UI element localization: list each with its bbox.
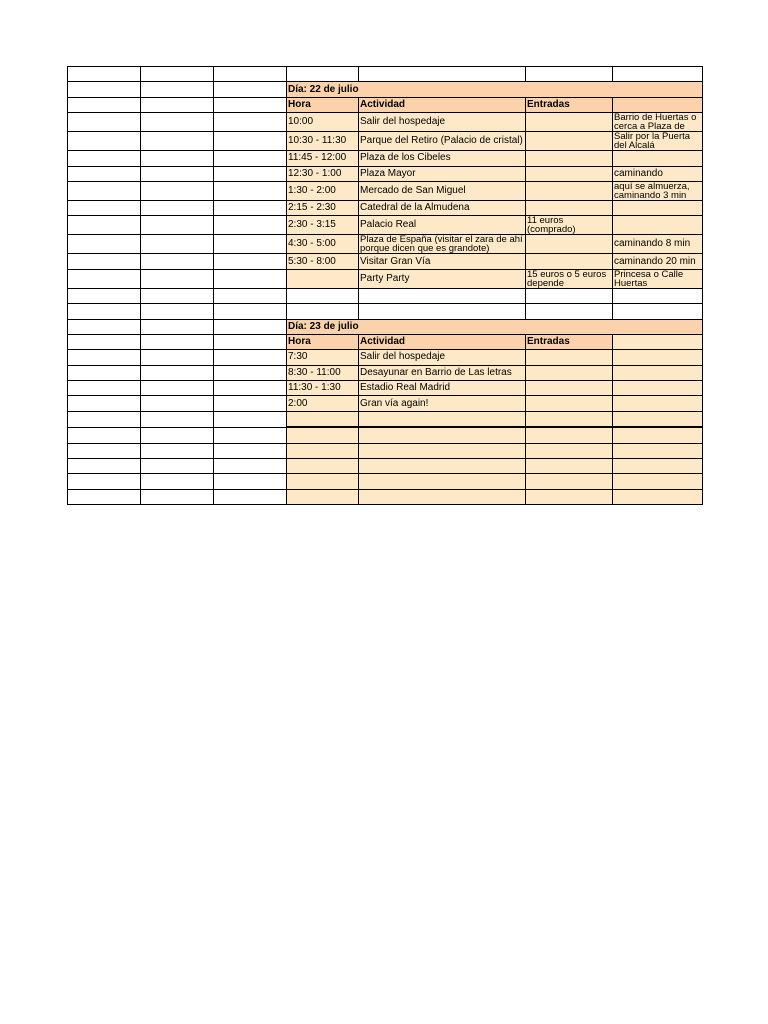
hora-cell[interactable]: 5:30 - 8:00 (287, 254, 359, 269)
cell[interactable] (68, 216, 141, 235)
cell[interactable] (214, 427, 287, 443)
hora-cell[interactable]: 11:45 - 12:00 (287, 151, 359, 166)
cell[interactable] (68, 288, 141, 303)
header-notas[interactable] (613, 334, 703, 349)
cell[interactable] (526, 304, 613, 319)
empty-row (68, 489, 703, 504)
cell[interactable] (214, 67, 287, 82)
notas-cell[interactable] (613, 350, 703, 365)
cell[interactable] (613, 304, 703, 319)
header-notas[interactable] (613, 97, 703, 112)
cell[interactable] (214, 235, 287, 254)
cell[interactable] (141, 269, 214, 288)
cell[interactable] (359, 474, 526, 489)
cell[interactable] (287, 304, 359, 319)
notas-cell[interactable]: caminando 20 min (613, 254, 703, 269)
cell[interactable] (214, 200, 287, 215)
cell[interactable] (141, 443, 214, 458)
notas-cell[interactable]: Barrio de Huertas o cerca a Plaza de (613, 113, 703, 132)
cell[interactable] (141, 288, 214, 303)
table-row (68, 181, 703, 200)
cell[interactable] (287, 459, 359, 474)
cell[interactable] (68, 132, 141, 151)
table-row (68, 132, 703, 151)
cell[interactable] (526, 443, 613, 458)
cell[interactable] (214, 254, 287, 269)
cell[interactable] (214, 113, 287, 132)
entradas-cell[interactable] (526, 254, 613, 269)
cell[interactable] (287, 288, 359, 303)
cell[interactable] (526, 427, 613, 443)
cell[interactable] (214, 132, 287, 151)
cell[interactable] (526, 459, 613, 474)
notas-cell[interactable] (613, 381, 703, 396)
cell[interactable] (68, 82, 141, 97)
cell[interactable] (214, 288, 287, 303)
actividad-cell[interactable]: Palacio Real (359, 216, 526, 235)
cell[interactable] (141, 200, 214, 215)
cell[interactable] (141, 459, 214, 474)
cell[interactable] (526, 474, 613, 489)
cell[interactable] (68, 269, 141, 288)
cell[interactable] (359, 443, 526, 458)
table-row (68, 235, 703, 254)
cell[interactable] (214, 181, 287, 200)
table-row (68, 166, 703, 181)
notas-cell[interactable]: Salir por la Puerta del Alcalá (613, 132, 703, 151)
actividad-cell[interactable]: Estadio Real Madrid (359, 381, 526, 396)
hora-cell[interactable]: 2:15 - 2:30 (287, 200, 359, 215)
cell[interactable] (287, 67, 359, 82)
table-row (68, 396, 703, 411)
entradas-cell[interactable] (526, 235, 613, 254)
cell[interactable] (68, 381, 141, 396)
cell[interactable] (214, 304, 287, 319)
header-hora[interactable]: Hora (287, 334, 359, 349)
cell[interactable] (526, 489, 613, 504)
day1-header-row (68, 97, 703, 112)
cell[interactable] (68, 459, 141, 474)
actividad-cell[interactable]: Visitar Gran Vía (359, 254, 526, 269)
blank-row (68, 304, 703, 319)
entradas-cell[interactable] (526, 113, 613, 132)
day2-title-row (68, 319, 703, 334)
cell[interactable] (68, 200, 141, 215)
entradas-cell[interactable] (526, 381, 613, 396)
cell[interactable] (141, 411, 214, 427)
table-row (68, 350, 703, 365)
cell[interactable] (68, 304, 141, 319)
table-row (68, 151, 703, 166)
entradas-cell[interactable] (526, 132, 613, 151)
cell[interactable] (141, 254, 214, 269)
cell[interactable] (287, 411, 359, 427)
table-row (68, 254, 703, 269)
hora-cell[interactable]: 10:00 (287, 113, 359, 132)
cell[interactable] (141, 113, 214, 132)
entradas-cell[interactable] (526, 350, 613, 365)
entradas-cell[interactable] (526, 181, 613, 200)
cell[interactable] (214, 443, 287, 458)
cell[interactable] (526, 67, 613, 82)
cell[interactable] (68, 474, 141, 489)
actividad-cell[interactable]: Desayunar en Barrio de Las letras (359, 365, 526, 380)
cell[interactable] (68, 350, 141, 365)
notas-cell[interactable] (613, 151, 703, 166)
cell[interactable] (613, 411, 703, 427)
cell[interactable] (214, 334, 287, 349)
cell[interactable] (141, 67, 214, 82)
notas-cell[interactable]: caminando 8 min (613, 235, 703, 254)
day1-title[interactable]: Día: 22 de julio (287, 82, 703, 97)
cell[interactable] (214, 459, 287, 474)
table-row (68, 365, 703, 380)
header-actividad[interactable]: Actividad (359, 97, 526, 112)
hora-cell[interactable]: 2:30 - 3:15 (287, 216, 359, 235)
entradas-cell[interactable]: 11 euros (comprado) (526, 216, 613, 235)
cell[interactable] (68, 396, 141, 411)
cell[interactable] (287, 489, 359, 504)
hora-cell[interactable]: 11:30 - 1:30 (287, 381, 359, 396)
day2-title[interactable]: Día: 23 de julio (287, 319, 703, 334)
cell[interactable] (613, 67, 703, 82)
cell[interactable] (141, 381, 214, 396)
cell[interactable] (141, 235, 214, 254)
cell[interactable] (214, 381, 287, 396)
cell[interactable] (214, 151, 287, 166)
cell[interactable] (214, 474, 287, 489)
actividad-cell[interactable]: Party Party (359, 269, 526, 288)
cell[interactable] (214, 396, 287, 411)
actividad-cell[interactable]: Salir del hospedaje (359, 350, 526, 365)
cell[interactable] (214, 82, 287, 97)
empty-row (68, 427, 703, 443)
cell[interactable] (613, 288, 703, 303)
cell[interactable] (68, 67, 141, 82)
actividad-cell[interactable]: Plaza Mayor (359, 166, 526, 181)
cell[interactable] (214, 97, 287, 112)
day2-header-row (68, 334, 703, 349)
cell[interactable] (68, 319, 141, 334)
cell[interactable] (68, 443, 141, 458)
cell[interactable] (214, 216, 287, 235)
hora-cell[interactable]: 1:30 - 2:00 (287, 181, 359, 200)
cell[interactable] (613, 474, 703, 489)
cell[interactable] (68, 427, 141, 443)
empty-row (68, 411, 703, 427)
cell[interactable] (141, 365, 214, 380)
actividad-cell[interactable]: Gran vía again! (359, 396, 526, 411)
cell[interactable] (68, 113, 141, 132)
spreadsheet-grid (67, 66, 703, 505)
cell[interactable] (141, 181, 214, 200)
cell[interactable] (287, 427, 359, 443)
blank-row (68, 67, 703, 82)
cell[interactable] (68, 151, 141, 166)
entradas-cell[interactable] (526, 396, 613, 411)
table-row (68, 216, 703, 235)
cell[interactable] (68, 97, 141, 112)
hora-cell[interactable]: 12:30 - 1:00 (287, 166, 359, 181)
table-row (68, 381, 703, 396)
notas-cell[interactable] (613, 396, 703, 411)
cell[interactable] (141, 350, 214, 365)
cell[interactable] (287, 443, 359, 458)
hora-cell[interactable]: 4:30 - 5:00 (287, 235, 359, 254)
table-row (68, 200, 703, 215)
cell[interactable] (141, 304, 214, 319)
cell[interactable] (68, 365, 141, 380)
hora-cell[interactable]: 10:30 - 11:30 (287, 132, 359, 151)
cell[interactable] (613, 459, 703, 474)
cell[interactable] (141, 166, 214, 181)
notas-cell[interactable]: aquí se almuerza, caminando 3 min (613, 181, 703, 200)
entradas-cell[interactable]: 15 euros o 5 euros depende (526, 269, 613, 288)
cell[interactable] (359, 427, 526, 443)
header-entradas[interactable]: Entradas (526, 334, 613, 349)
cell[interactable] (141, 319, 214, 334)
actividad-cell[interactable]: Catedral de la Almudena (359, 200, 526, 215)
cell[interactable] (141, 427, 214, 443)
cell[interactable] (68, 334, 141, 349)
cell[interactable] (141, 334, 214, 349)
cell[interactable] (613, 443, 703, 458)
cell[interactable] (214, 411, 287, 427)
notas-cell[interactable]: Princesa o Calle Huertas (613, 269, 703, 288)
actividad-cell[interactable]: Salir del hospedaje (359, 113, 526, 132)
cell[interactable] (68, 489, 141, 504)
cell[interactable] (141, 132, 214, 151)
cell[interactable] (68, 166, 141, 181)
notas-cell[interactable]: caminando (613, 166, 703, 181)
cell[interactable] (141, 474, 214, 489)
table-row (68, 269, 703, 288)
entradas-cell[interactable] (526, 365, 613, 380)
empty-row (68, 443, 703, 458)
cell[interactable] (287, 474, 359, 489)
cell[interactable] (68, 235, 141, 254)
notas-cell[interactable] (613, 200, 703, 215)
actividad-cell[interactable]: Mercado de San Miguel (359, 181, 526, 200)
cell[interactable] (359, 67, 526, 82)
actividad-cell[interactable]: Plaza de España (visitar el zara de ahí porque dicen que es grandote) (359, 235, 526, 254)
entradas-cell[interactable] (526, 151, 613, 166)
cell[interactable] (68, 411, 141, 427)
cell[interactable] (68, 254, 141, 269)
cell[interactable] (141, 489, 214, 504)
cell[interactable] (214, 489, 287, 504)
entradas-cell[interactable] (526, 166, 613, 181)
cell[interactable] (214, 166, 287, 181)
cell[interactable] (613, 489, 703, 504)
hora-cell[interactable]: 8:30 - 11:00 (287, 365, 359, 380)
notas-cell[interactable] (613, 365, 703, 380)
notas-cell[interactable] (613, 216, 703, 235)
empty-row (68, 459, 703, 474)
header-hora[interactable]: Hora (287, 97, 359, 112)
cell[interactable] (141, 82, 214, 97)
cell[interactable] (359, 288, 526, 303)
cell[interactable] (141, 151, 214, 166)
cell[interactable] (359, 489, 526, 504)
cell[interactable] (526, 411, 613, 427)
cell[interactable] (68, 181, 141, 200)
day1-title-row (68, 82, 703, 97)
blank-row (68, 288, 703, 303)
cell[interactable] (214, 350, 287, 365)
entradas-cell[interactable] (526, 200, 613, 215)
cell[interactable] (613, 427, 703, 443)
header-actividad[interactable]: Actividad (359, 334, 526, 349)
actividad-cell[interactable]: Plaza de los Cibeles (359, 151, 526, 166)
cell[interactable] (214, 269, 287, 288)
cell[interactable] (359, 304, 526, 319)
cell[interactable] (141, 216, 214, 235)
cell[interactable] (214, 319, 287, 334)
cell[interactable] (359, 459, 526, 474)
cell[interactable] (141, 97, 214, 112)
actividad-cell[interactable]: Parque del Retiro (Palacio de cristal) (359, 132, 526, 151)
cell[interactable] (359, 411, 526, 427)
hora-cell[interactable]: 7:30 (287, 350, 359, 365)
hora-cell[interactable]: 2:00 (287, 396, 359, 411)
cell[interactable] (214, 365, 287, 380)
hora-cell[interactable] (287, 269, 359, 288)
table-row (68, 113, 703, 132)
cell[interactable] (141, 396, 214, 411)
empty-row (68, 474, 703, 489)
cell[interactable] (526, 288, 613, 303)
header-entradas[interactable]: Entradas (526, 97, 613, 112)
